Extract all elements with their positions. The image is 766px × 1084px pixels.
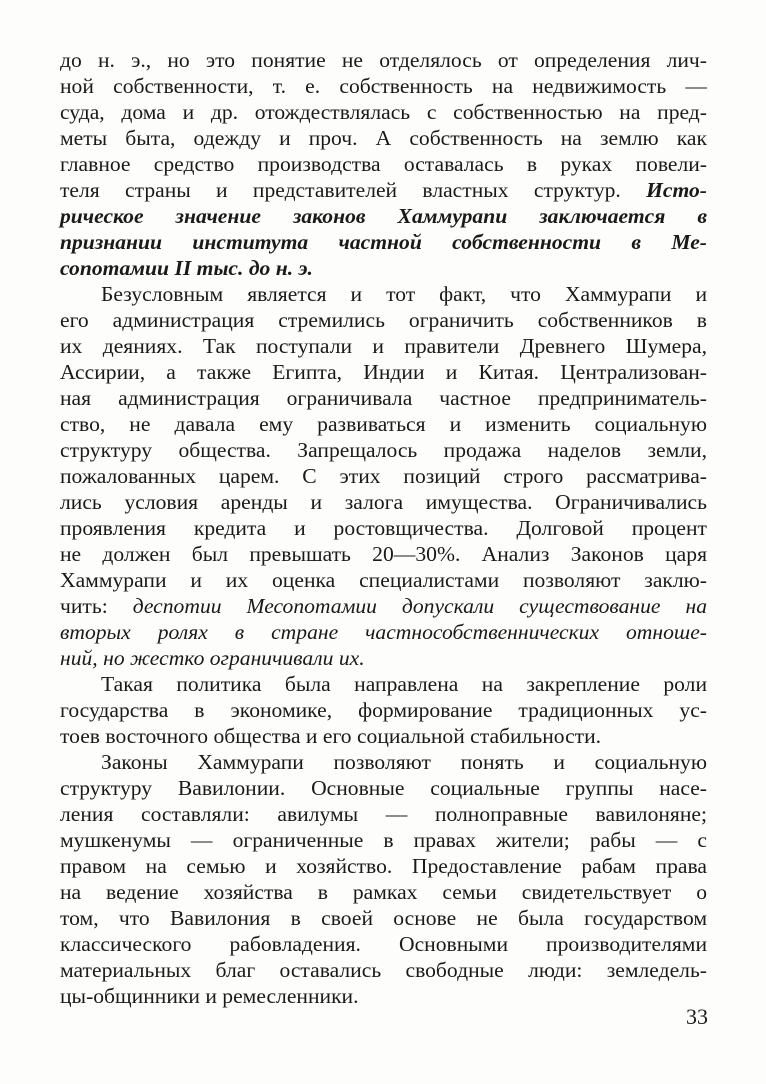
text-line: тоев восточного общества и его социальной стабильности. [60, 724, 602, 748]
text-line: материальных благ оставались свободные люди: земледель- [60, 958, 707, 982]
text-line: не должен был превышать 20—30%. Анализ Законов царя [60, 542, 707, 566]
text-line: мушкенумы — ограниченные в правах жители; рабы — с [60, 828, 707, 852]
text-line: ной собственности, т. е. собственность на недвижимость — [60, 74, 707, 98]
text-line: лись условия аренды и залога имущества. Ограничивались [60, 490, 707, 514]
text-line: ления составляли: авилумы — полноправные вавилоняне; [60, 802, 707, 826]
text-line: классического рабовладения. Основными производителями [60, 932, 707, 956]
text-line: сопотамии II тыс. до н. э. [60, 256, 313, 280]
paragraph-first-line: Законы Хаммурапи позволяют понять и социальную [101, 750, 707, 774]
text-line: пожалованных царем. С этих позиций строго рассматрива- [60, 464, 707, 488]
text-line: Хаммурапи и их оценка специалистами позволяют заклю- [60, 568, 707, 592]
text-line: вторых ролях в стране частнособственнических отноше- [60, 620, 707, 644]
text-line: государства в экономике, формирование традиционных ус- [60, 698, 707, 722]
text-line: чить: деспотии Месопотамии допускали существование на [60, 594, 707, 618]
text-line: проявления кредита и ростовщичества. Долговой процент [60, 516, 707, 540]
paragraph-first-line: Безусловным является и тот факт, что Хаммурапи и [101, 282, 707, 306]
text-line: ний, но жестко ограничивали их. [60, 646, 365, 670]
text-line: суда, дома и др. отождествлялась с собственностью на пред- [60, 100, 707, 124]
text-line: признании института частной собственности в Ме- [60, 230, 707, 254]
text-line: ная администрация ограничивала частное предприниматель- [60, 386, 707, 410]
paragraph-first-line: Такая политика была направлена на закрепление роли [101, 672, 707, 696]
text-line: ство, не давала ему развиваться и изменить социальную [60, 412, 707, 436]
text-line: теля страны и представителей властных структур. Исто- [60, 178, 707, 202]
text-line: его администрация стремились ограничить собственников в [60, 308, 707, 332]
text-line: до н. э., но это понятие не отделялось от определения лич- [60, 48, 707, 72]
text-line: меты быта, одежду и проч. А собственность на землю как [60, 126, 707, 150]
text-line: правом на семью и хозяйство. Предоставление рабам права [60, 854, 707, 878]
text-line: на ведение хозяйства в рамках семьи свидетельствует о [60, 880, 707, 904]
page-number: 33 [686, 1004, 708, 1029]
text-line: цы-общинники и ремесленники. [60, 984, 359, 1008]
text-line: том, что Вавилония в своей основе не была государством [60, 906, 707, 930]
text-line: главное средство производства оставалась в руках повели- [60, 152, 707, 176]
text-line: Ассирии, а также Египта, Индии и Китая. Централизован- [60, 360, 707, 384]
text-line: структуру общества. Запрещалось продажа наделов земли, [60, 438, 707, 462]
emphasis-bold-italic: Исто- [646, 178, 707, 202]
emphasis-italic: деспотии Месопотамии допускали существование на [132, 594, 707, 618]
text-line: структуру Вавилонии. Основные социальные группы насе- [60, 776, 707, 800]
text-line: рическое значение законов Хаммурапи заключается в [60, 204, 707, 228]
text-line: их деяниях. Так поступали и правители Древнего Шумера, [60, 334, 707, 358]
